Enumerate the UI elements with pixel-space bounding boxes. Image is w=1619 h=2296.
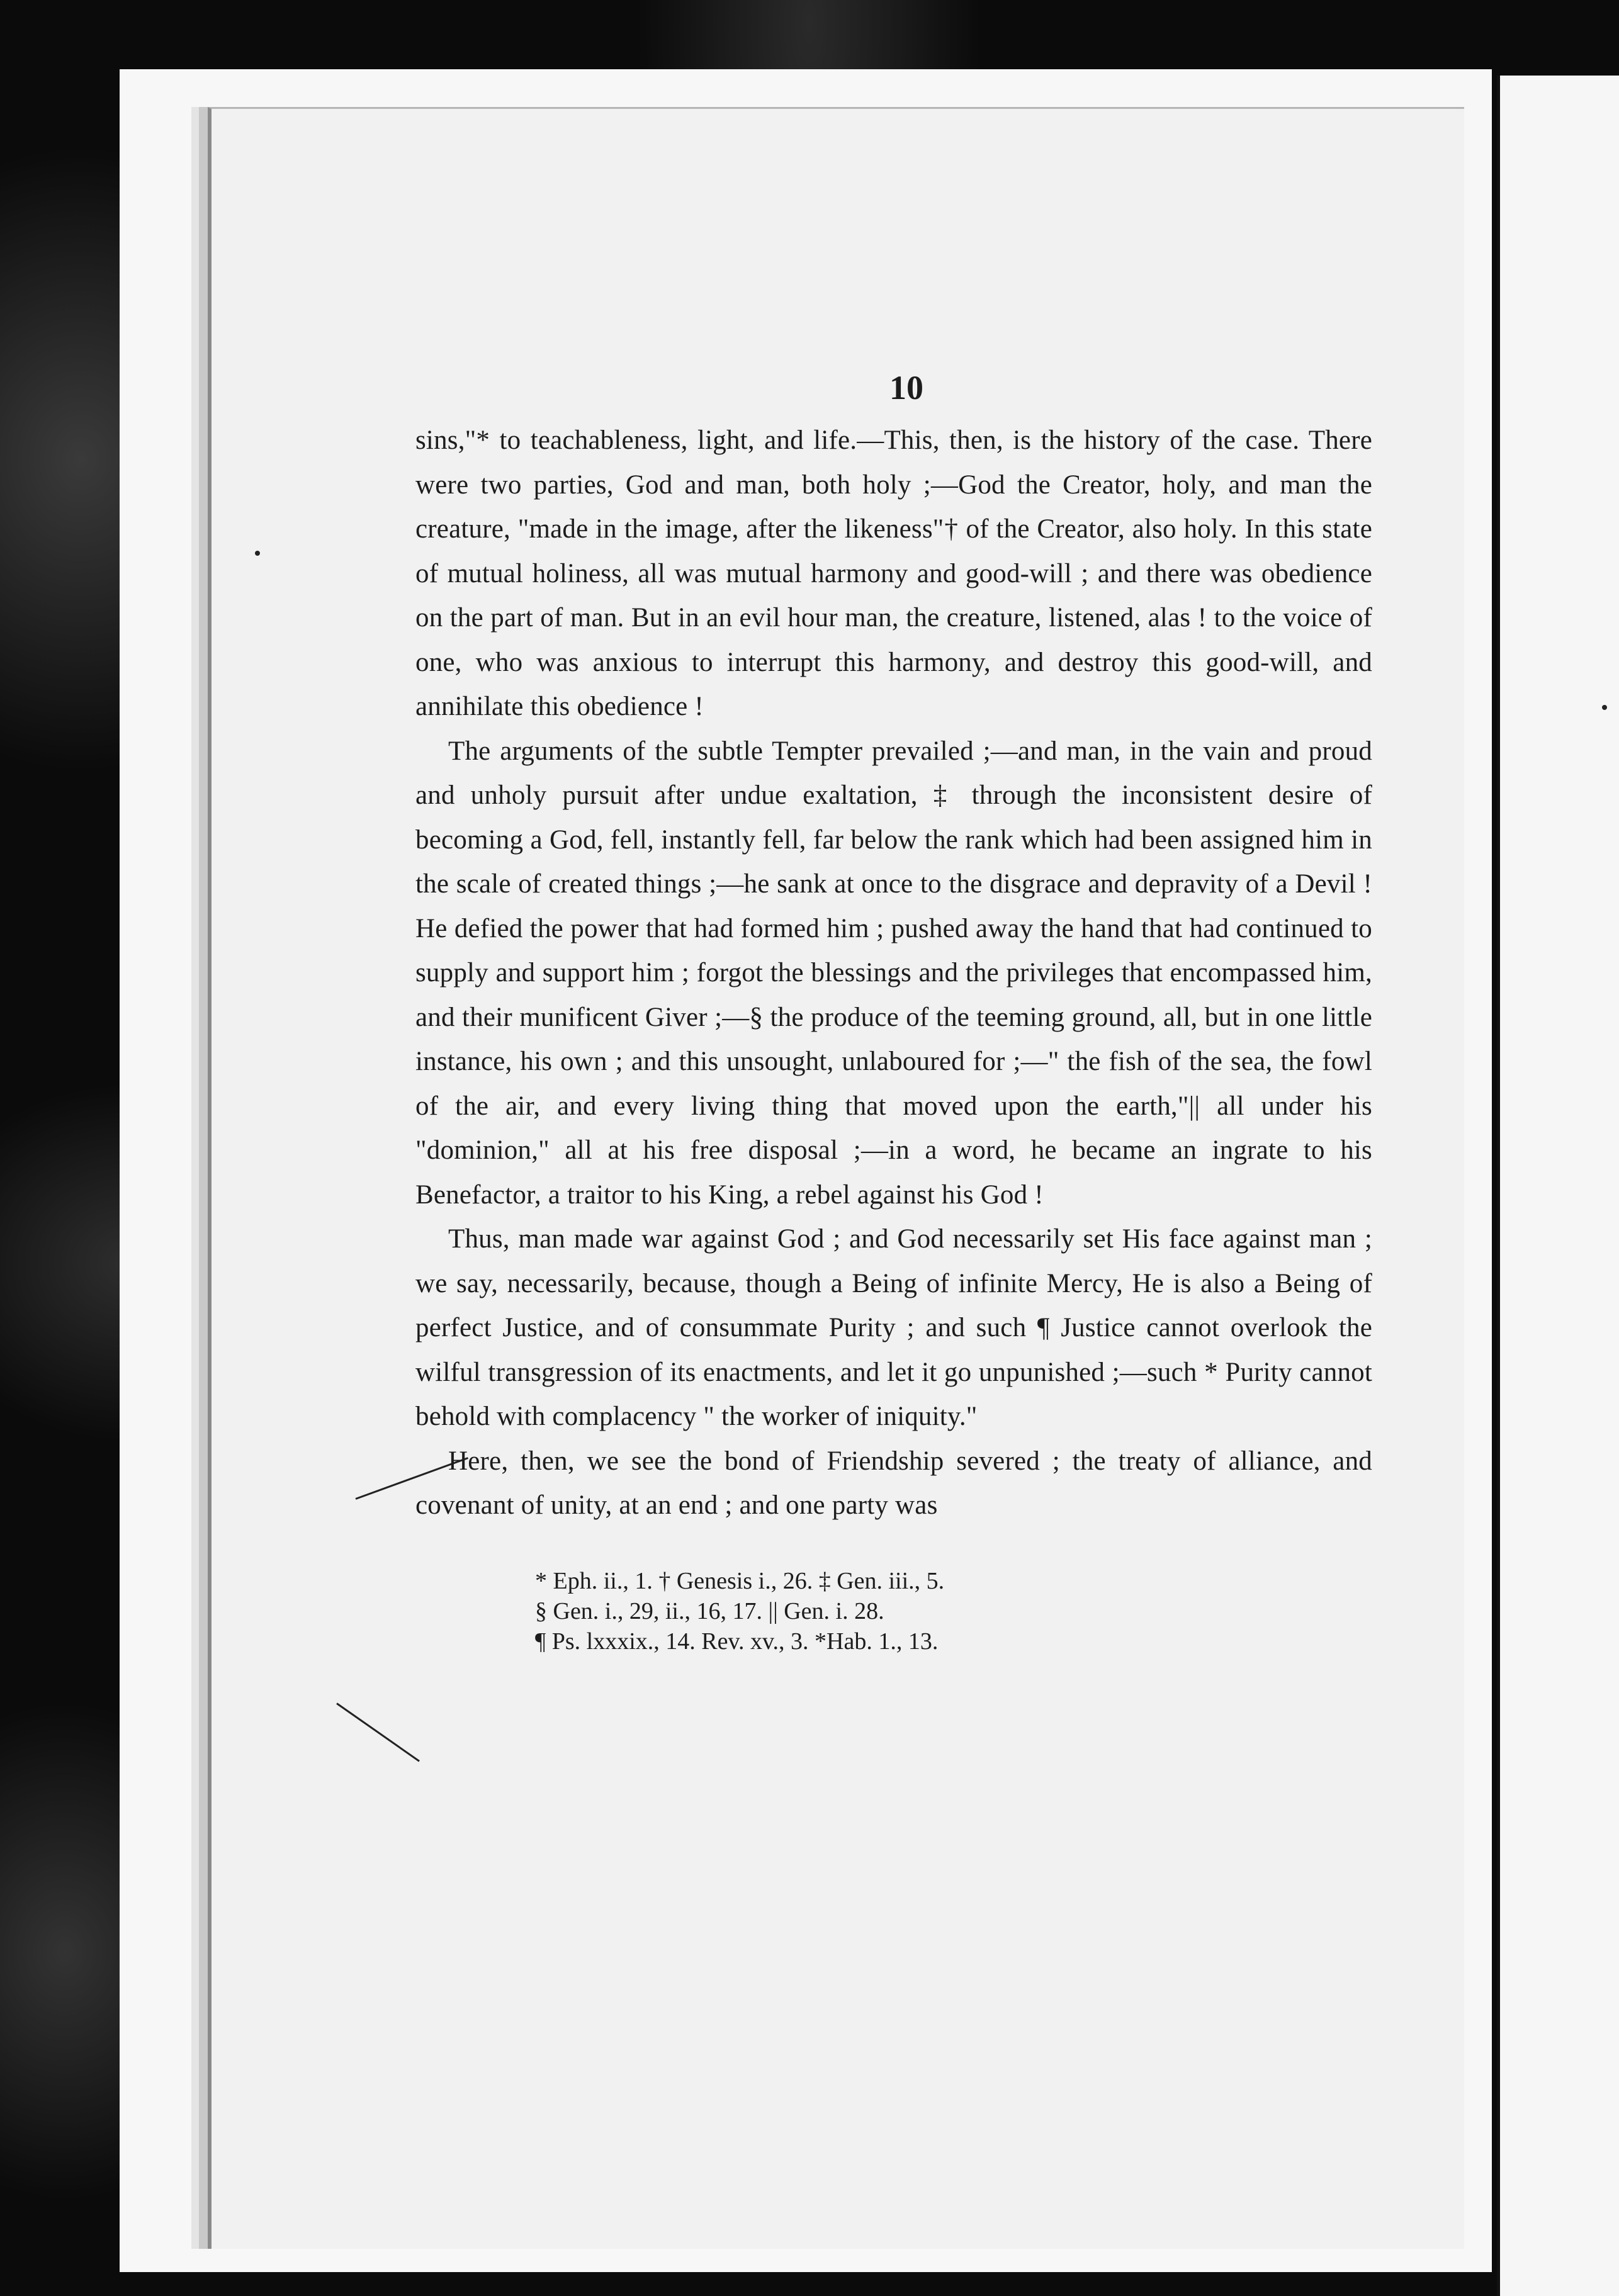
speck [255, 551, 260, 556]
paragraph: Here, then, we see the bond of Friendship severed ; the treaty of alliance, and covenant of unity, at an end ; and one party was [415, 1446, 1372, 1520]
footnote-line: * Eph. ii., 1. † Genesis i., 26. ‡ Gen. iii., 5. [535, 1567, 945, 1594]
footnote-line: ¶ Ps. lxxxix., 14. Rev. xv., 3. *Hab. 1., 13. [535, 1628, 939, 1655]
footnotes [415, 1566, 1372, 1657]
facing-page-edge [1497, 76, 1619, 2296]
footnote-line: § Gen. i., 29, ii., 16, 17. || Gen. i. 28. [535, 1597, 884, 1624]
speck [1602, 705, 1607, 710]
paragraph: Thus, man made war against God ; and God necessarily set His face against man ; we say, necessarily, because, though a Being of infinite Mercy, He is also a Being of perfect Justice, and of consummate Purity ; and such ¶ Justice cannot overlook the wilful transgression of its enactments, and let it go unpunished ;—such * Purity cannot behold with complacency " the worker of iniquity." [415, 1224, 1372, 1431]
paragraph: The arguments of the subtle Tempter prevailed ;—and man, in the vain and proud and unholy pursuit after undue exaltation, ‡ through the inconsistent desire of becoming a God, fell, instantly fell, far below the rank which had been assigned him in the scale of created things ;—he sank at once to the disgrace and depravity of a Devil ! He defied the power that had formed him ; pushed away the hand that had continued to supply and support him ; forgot the blessings and the privileges that encompassed him, and their munificent Giver ;—§ the produce of the teeming ground, all, but in one little instance, his own ; and this unsought, unlaboured for ;—" the fish of the sea, the fowl of the air, and every living thing that moved upon the earth,"|| all under his "dominion," all at his free disposal ;—in a word, he became an ingrate to his Benefactor, a traitor to his King, a rebel against his God ! [415, 736, 1372, 1210]
page-number: 10 [889, 369, 923, 407]
page-text [415, 368, 1372, 1657]
paragraph: sins,"* to teachableness, light, and life.—This, then, is the history of the case. There were two parties, God and man, both holy ;—God the Creator, holy, and man the creature, "made in the image, after the likeness"† of the Creator, also holy. In this state of mutual holiness, all was mutual harmony and good-will ; and there was obedience on the part of man. But in an evil hour man, the creature, listened, alas ! to the voice of one, who was anxious to interrupt this harmony, and destroy this good-will, and annihilate this obedience ! [415, 425, 1372, 721]
